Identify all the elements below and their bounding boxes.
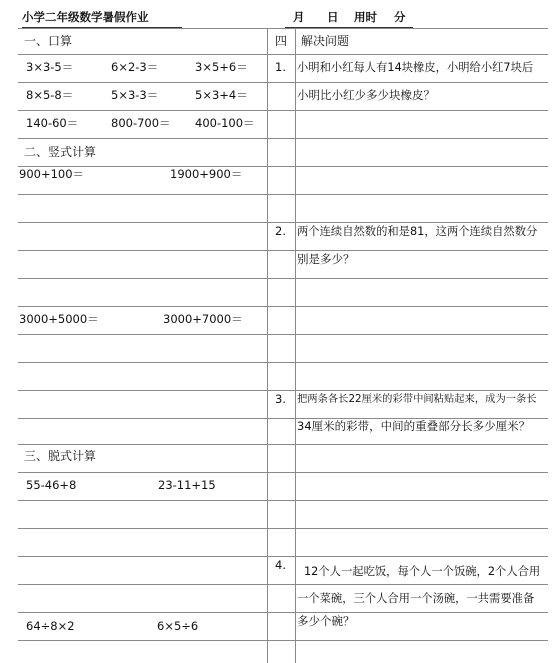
row-line xyxy=(18,138,267,139)
math-problem: 6×2-3＝ xyxy=(111,60,159,74)
problem-text-line: 12个人一起吃饭，每个人一个饭碗，2个人合用 xyxy=(304,565,541,578)
row-line xyxy=(18,110,267,111)
math-problem: 3000+7000＝ xyxy=(163,312,243,326)
row-line xyxy=(18,278,267,279)
row-line xyxy=(267,222,548,223)
column-divider xyxy=(267,28,268,663)
math-problem: 5×3-3＝ xyxy=(111,88,159,102)
row-line xyxy=(267,28,548,29)
row-line xyxy=(267,500,548,501)
row-line xyxy=(18,222,267,223)
section-title-mixed-calc: 三、脱式计算 xyxy=(24,449,97,463)
problem-text-line: 小明和小红每人有14块橡皮，小明给小红7块后 xyxy=(297,61,534,74)
problem-text-line: 34厘米的彩带，中间的重叠部分长多少厘米？ xyxy=(297,419,531,433)
row-line xyxy=(18,362,267,363)
row-line xyxy=(267,82,548,83)
row-line xyxy=(18,556,267,557)
section-title-mental-math: 一、口算 xyxy=(24,34,73,48)
math-problem: 3000+5000＝ xyxy=(19,312,99,326)
row-line xyxy=(267,444,548,445)
row-line xyxy=(18,306,267,307)
row-line xyxy=(18,334,267,335)
row-line xyxy=(18,390,267,391)
math-problem: 8×5-8＝ xyxy=(26,88,74,102)
problem-text-line: 一个菜碗，三个人合用一个汤碗，一共需要准备 xyxy=(297,592,535,605)
row-line xyxy=(267,54,548,55)
math-problem: 55-46+8 xyxy=(26,478,77,492)
time-used-label: 用时 xyxy=(354,10,377,24)
row-line xyxy=(18,472,267,473)
row-line xyxy=(18,584,267,585)
row-line xyxy=(18,82,267,83)
row-line xyxy=(267,110,548,111)
problem-number: 3. xyxy=(275,392,286,406)
problem-text-line: 小明比小红少多少块橡皮？ xyxy=(297,88,435,102)
math-problem: 800-700＝ xyxy=(111,116,171,130)
row-line xyxy=(18,528,267,529)
section-number: 四 xyxy=(275,34,288,48)
problem-number: 2. xyxy=(275,224,286,238)
day-label: 日 xyxy=(327,10,339,24)
row-line xyxy=(267,556,548,557)
problem-text-line: 两个连续自然数的和是81，这两个连续自然数分 xyxy=(297,225,538,238)
row-line xyxy=(267,334,548,335)
problem-text-line: 多少个碗？ xyxy=(297,614,355,628)
row-line xyxy=(18,612,267,613)
worksheet-title: 小学二年级数学暑假作业 xyxy=(22,10,149,24)
row-line xyxy=(267,640,548,641)
row-line xyxy=(18,444,267,445)
math-problem: 3×5+6＝ xyxy=(195,60,248,74)
math-problem: 140-60＝ xyxy=(26,116,79,130)
row-line xyxy=(267,362,548,363)
math-problem: 3×3-5＝ xyxy=(26,60,74,74)
row-line xyxy=(267,306,548,307)
row-line xyxy=(18,250,267,251)
row-line xyxy=(267,472,548,473)
math-problem: 1900+900＝ xyxy=(170,167,243,181)
row-line xyxy=(18,640,267,641)
math-problem: 64÷8×2 xyxy=(26,619,75,633)
minute-label: 分 xyxy=(394,10,406,24)
row-line xyxy=(18,54,267,55)
problem-number: 1. xyxy=(275,60,286,74)
row-line xyxy=(267,250,548,251)
row-line xyxy=(18,418,267,419)
section-title-vertical-calc: 二、竖式计算 xyxy=(24,145,97,159)
math-problem: 900+100＝ xyxy=(19,167,85,181)
row-line xyxy=(267,138,548,139)
row-line xyxy=(267,528,548,529)
section-title-word-problems: 解决问题 xyxy=(301,34,350,48)
row-line xyxy=(267,612,548,613)
math-problem: 5×3+4＝ xyxy=(195,88,248,102)
math-problem: 400-100＝ xyxy=(195,116,255,130)
math-problem: 6×5÷6 xyxy=(157,619,199,633)
month-label: 月 xyxy=(293,10,305,24)
row-line xyxy=(18,500,267,501)
number-column-divider xyxy=(295,28,296,663)
row-line xyxy=(267,194,548,195)
row-line xyxy=(18,28,267,29)
row-line xyxy=(267,166,548,167)
row-line xyxy=(18,194,267,195)
row-line xyxy=(267,584,548,585)
problem-number: 4. xyxy=(275,558,286,572)
row-line xyxy=(267,390,548,391)
math-problem: 23-11+15 xyxy=(158,478,216,492)
problem-text-line: 别是多少？ xyxy=(297,252,355,266)
problem-text-line: 把两条各长22厘米的彩带中间粘贴起来，成为一条长 xyxy=(297,393,537,405)
row-line xyxy=(267,278,548,279)
